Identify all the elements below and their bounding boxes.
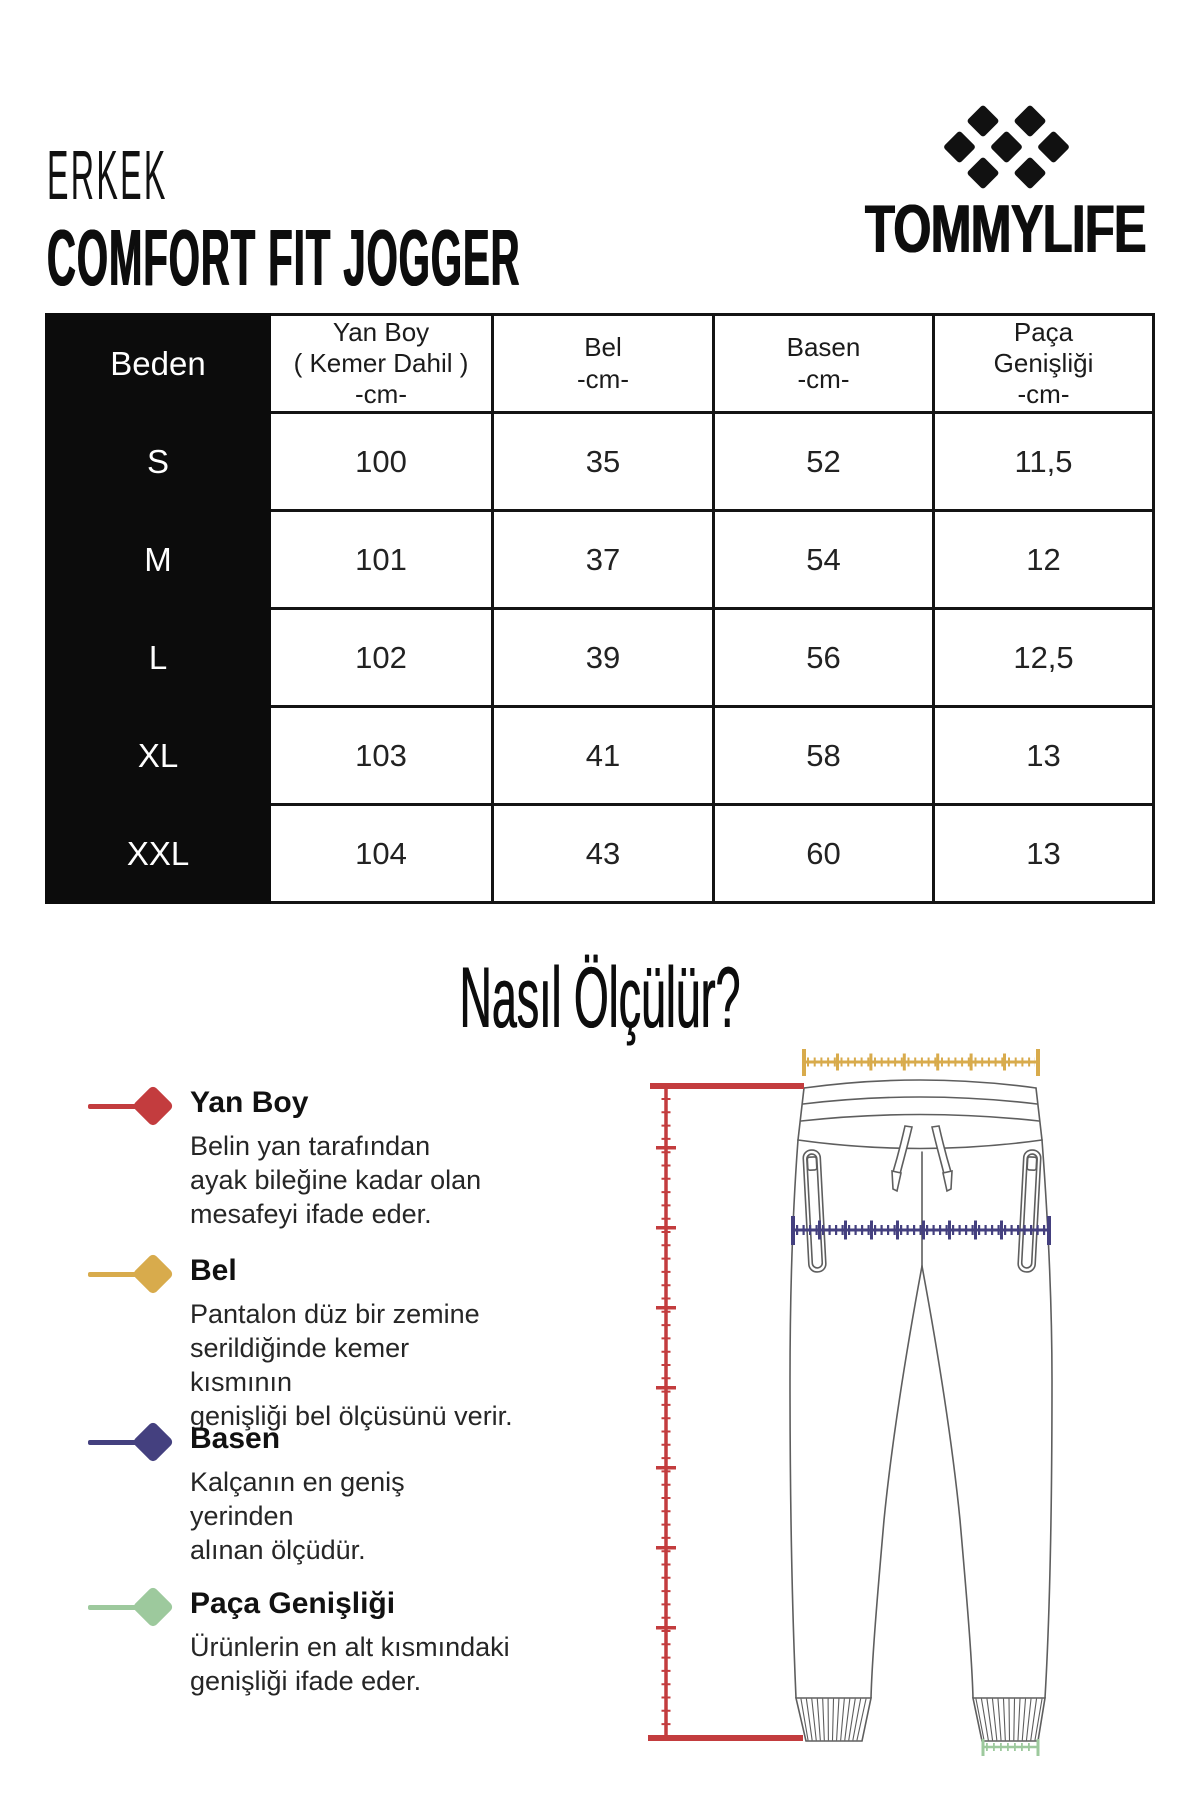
legend-desc: Ürünlerin en alt kısmındaki genişliği ifade eder.: [190, 1632, 510, 1696]
cell-value: 13: [934, 707, 1154, 805]
cell-value: 102: [270, 609, 493, 707]
col-header-beden: Beden: [47, 315, 270, 413]
cell-value: 100: [270, 413, 493, 511]
brand-name: TOMMYLIFE: [865, 191, 1146, 267]
legend-desc: Pantalon düz bir zemine serildiğinde kemer kısmının genişliği bel ölçüsünü verir.: [190, 1299, 513, 1431]
legend-title: Paça Genişliği: [190, 1587, 396, 1620]
col-header-paca: Paça Genişliği -cm-: [934, 315, 1154, 413]
cell-value: 37: [493, 511, 714, 609]
paca-diamond-icon: [132, 1586, 174, 1628]
size-table: [45, 313, 1155, 904]
jogger-outline: [790, 1080, 1052, 1741]
size-table-header-row: [47, 315, 1154, 413]
cell-value: 58: [714, 707, 934, 805]
cell-value: 13: [934, 805, 1154, 903]
left-cuff-ribs: [801, 1699, 866, 1740]
jogger-measure-diagram: [560, 940, 1200, 1800]
cell-value: 54: [714, 511, 934, 609]
size-label: M: [47, 511, 270, 609]
cell-value: 11,5: [934, 413, 1154, 511]
basen-diamond-icon: [132, 1421, 174, 1463]
table-row: [47, 707, 1154, 805]
cell-value: 39: [493, 609, 714, 707]
cell-value: 101: [270, 511, 493, 609]
right-zip-pocket: [1018, 1150, 1041, 1273]
legend-title: Basen: [190, 1422, 281, 1455]
size-label: L: [47, 609, 270, 707]
table-row: [47, 805, 1154, 903]
basen-ruler: [793, 1216, 1049, 1245]
yan-boy-diamond-icon: [132, 1085, 174, 1127]
cell-value: 35: [493, 413, 714, 511]
product-title: COMFORT FIT JOGGER: [47, 213, 521, 302]
right-cuff-ribs: [976, 1699, 1042, 1740]
cell-value: 12,5: [934, 609, 1154, 707]
legend-desc: Kalçanın en geniş yerinden alınan ölçüdür.: [190, 1467, 405, 1565]
size-label: S: [47, 413, 270, 511]
cell-value: 104: [270, 805, 493, 903]
category-title: ERKEK: [47, 136, 168, 214]
brand-logo-diamonds-icon: [939, 95, 1075, 200]
legend-title: Yan Boy: [190, 1086, 309, 1119]
table-row: [47, 609, 1154, 707]
col-header-basen: Basen -cm-: [714, 315, 934, 413]
table-row: [47, 413, 1154, 511]
cell-value: 52: [714, 413, 934, 511]
col-header-yan-boy: Yan Boy ( Kemer Dahil ) -cm-: [270, 315, 493, 413]
table-row: [47, 511, 1154, 609]
legend-desc: Belin yan tarafından ayak bileğine kadar olan mesafeyi ifade eder.: [190, 1131, 482, 1229]
bel-diamond-icon: [132, 1253, 174, 1295]
how-to-measure-title: Nasıl Ölçülür?: [459, 950, 741, 1046]
cell-value: 103: [270, 707, 493, 805]
size-label: XXL: [47, 805, 270, 903]
bel-ruler: [804, 1049, 1038, 1076]
cell-value: 43: [493, 805, 714, 903]
cell-value: 41: [493, 707, 714, 805]
col-header-bel: Bel -cm-: [493, 315, 714, 413]
cell-value: 12: [934, 511, 1154, 609]
legend-title: Bel: [190, 1254, 237, 1287]
yan-boy-ruler: [648, 1086, 804, 1738]
cell-value: 56: [714, 609, 934, 707]
left-zip-pocket: [803, 1150, 826, 1273]
cell-value: 60: [714, 805, 934, 903]
size-label: XL: [47, 707, 270, 805]
